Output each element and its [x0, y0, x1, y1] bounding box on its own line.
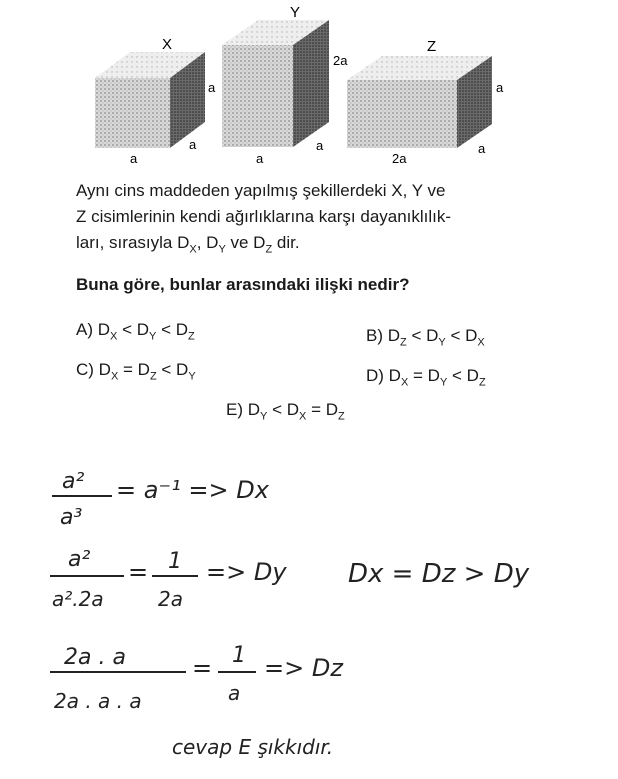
block-y-height: 2a [333, 53, 348, 68]
block-y-width: a [256, 151, 264, 166]
block-z-height: a [496, 80, 504, 95]
block-x-front [95, 78, 170, 148]
formula-z-denominator: 2a . a . a [54, 689, 142, 713]
block-x-label: X [162, 36, 173, 53]
formula-z-numerator: 2a . a [64, 645, 126, 670]
formula-y-numerator: a² [68, 547, 91, 572]
option-c[interactable]: C) $D_X = D_Z < D_Y$ [76, 360, 196, 383]
option-b[interactable]: B) $D_Z < D_Y < D_X$ [366, 326, 485, 349]
option-d[interactable]: D) $D_X = D_Y < D_Z$ [366, 366, 486, 389]
relation-result: Dx = Dz > Dy [348, 559, 530, 589]
option-e[interactable]: E) $D_Y < D_X = D_Z$ [226, 400, 345, 423]
block-y-label: Y [290, 4, 301, 21]
formula-x-denominator: a³ [60, 505, 83, 530]
block-y-front [222, 45, 293, 147]
formula-z [50, 643, 344, 713]
block-y-depth: a [316, 138, 324, 153]
block-x-depth: a [189, 137, 197, 152]
formula-z-arrow: => Dz [264, 654, 343, 682]
question-line-1: Aynı cins maddeden yapılmış şekillerdeki X, Y ve [76, 181, 446, 200]
block-x-height: a [208, 80, 216, 95]
formula-x-numerator: a² [62, 469, 85, 494]
block-z-depth: a [478, 141, 486, 156]
block-z [347, 38, 504, 166]
final-answer: cevap E şıkkıdır. [172, 735, 334, 759]
block-x [95, 36, 216, 166]
option-a[interactable]: A) $D_X < D_Y < D_Z$ [76, 320, 195, 343]
block-x-width: a [130, 151, 138, 166]
formula-z-result-den: a [228, 681, 241, 705]
question-line-2: Z cisimlerinin kendi ağırlıklarına karşı dayanıklılık- [76, 207, 452, 226]
question-line-3: ları, sırasıyla $D_X$, $D_Y$ ve $D_Z$ dir. [76, 233, 300, 256]
formula-y-denominator: a².2a [52, 587, 104, 611]
formula-x [52, 469, 270, 530]
handwritten-solution [0, 440, 618, 779]
block-z-front [347, 80, 457, 148]
block-z-label: Z [427, 38, 437, 55]
formula-y [50, 547, 287, 611]
formula-z-result-num: 1 [232, 643, 246, 668]
block-y [222, 4, 348, 166]
question-prompt: Buna göre, bunlar arasındaki ilişki nedir? [76, 275, 410, 294]
formula-z-eq: = [192, 654, 213, 682]
figure-blocks [0, 0, 618, 175]
formula-y-eq: = [128, 558, 149, 586]
formula-x-result: = a⁻¹ => Dx [116, 476, 269, 504]
formula-y-result-num: 1 [168, 549, 182, 574]
formula-y-result-den: 2a [158, 587, 183, 611]
block-z-width: 2a [392, 151, 407, 166]
formula-y-arrow: => Dy [206, 558, 287, 586]
